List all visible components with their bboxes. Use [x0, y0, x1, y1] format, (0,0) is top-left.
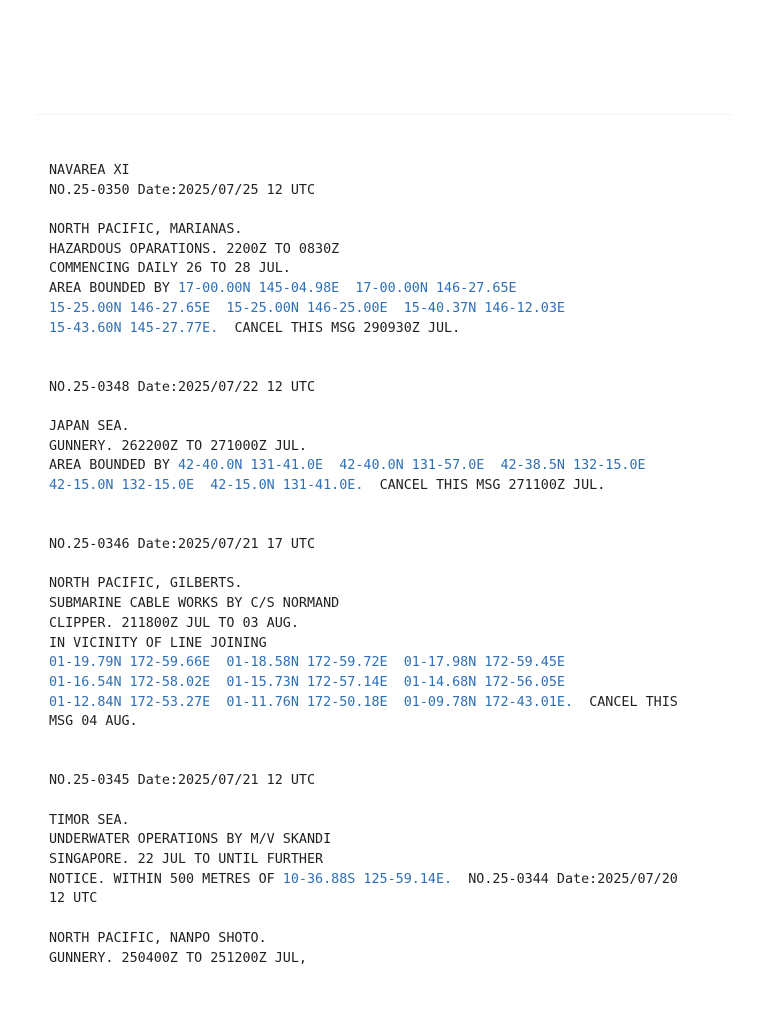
- coordinate-link[interactable]: 15-25.00N 146-27.65E: [49, 300, 211, 316]
- coordinate-link[interactable]: 17-00.00N 146-27.65E: [355, 281, 517, 297]
- message-header: NO.25-0348 Date:2025/07/22 12 UTC: [49, 379, 316, 395]
- message-location: NORTH PACIFIC, GILBERTS.: [49, 576, 243, 592]
- message-text: CLIPPER. 211800Z JUL TO 03 AUG.: [49, 615, 299, 631]
- message-coords-line: [49, 693, 719, 713]
- message-within-line: [49, 870, 719, 890]
- warning-message-0350: [49, 181, 719, 339]
- coordinate-link[interactable]: 10-36.88S 125-59: [282, 871, 412, 887]
- message-area-line: [49, 279, 719, 299]
- header-divider: [36, 114, 732, 115]
- coordinate-link[interactable]: 01-11.76N 172-50.18E: [226, 694, 388, 710]
- message-location: JAPAN SEA.: [49, 418, 130, 434]
- message-text: SUBMARINE CABLE WORKS BY C/S NORMAND: [49, 596, 340, 612]
- message-area-line: [49, 456, 719, 476]
- coordinate-link[interactable]: 01-09.78N 172-43.01E.: [403, 694, 574, 710]
- coordinate-link[interactable]: 01-12.84N 172-53.27E: [49, 694, 211, 710]
- coordinate-link[interactable]: 01-15.73N 172-57.14E: [226, 674, 388, 690]
- coordinate-link[interactable]: 01-17.98N 172-59.45E: [403, 655, 565, 671]
- coordinate-link[interactable]: 01-16.54N 172-58.02E: [49, 674, 211, 690]
- message-coords-line: [49, 476, 719, 496]
- coordinate-link[interactable]: 01-18.58N 172-59.72E: [226, 655, 388, 671]
- message-text: SINGAPORE. 22 JUL TO UNTIL FURTHER: [49, 852, 324, 868]
- navarea-message-list: [49, 161, 719, 968]
- coordinate-link[interactable]: 42-40.0N 131-57.0E: [339, 458, 485, 474]
- message-header: NO.25-0345 Date:2025/07/21 12 UTC: [49, 773, 316, 789]
- message-header: 12 UTC: [49, 891, 98, 907]
- coordinate-link[interactable]: 42-15.0N 131-41.0E.: [210, 478, 364, 494]
- warning-message-0346: [49, 535, 719, 732]
- message-coords-line: [49, 319, 719, 339]
- warning-message-0344: [49, 929, 719, 968]
- coordinate-link[interactable]: .14E.: [411, 871, 453, 887]
- message-header: NO.25-0344 Date:2025/07/20: [468, 871, 678, 887]
- cancel-text: CANCEL THIS MSG 290930Z JUL.: [234, 320, 461, 336]
- coordinate-link[interactable]: 15-25.00N 146-25.00E: [226, 300, 388, 316]
- coordinate-link[interactable]: 42-15.0N 132-15.0E: [49, 478, 195, 494]
- message-coords-line: [49, 299, 719, 319]
- message-coords-line: [49, 653, 719, 673]
- message-header: NO.25-0350 Date:2025/07/25 12 UTC: [49, 182, 316, 198]
- message-location: NORTH PACIFIC, MARIANAS.: [49, 222, 243, 238]
- coordinate-link[interactable]: 17-00.00N 145-04.98E: [178, 281, 340, 297]
- warning-message-0348: [49, 378, 719, 496]
- within-prefix: NOTICE. WITHIN 500 METRES OF: [49, 871, 283, 887]
- cancel-text: CANCEL THIS MSG 271100Z JUL.: [379, 478, 606, 494]
- area-header: NAVAREA XI: [49, 163, 130, 178]
- coordinate-link[interactable]: 01-14.68N 172-56.05E: [403, 674, 565, 690]
- coordinate-link[interactable]: 01-19.79N 172-59.66E: [49, 655, 211, 671]
- message-text: GUNNERY. 262200Z TO 271000Z JUL.: [49, 438, 307, 454]
- warning-message-0345: [49, 771, 719, 909]
- cancel-text: CANCEL THIS: [589, 694, 678, 710]
- message-header: NO.25-0346 Date:2025/07/21 17 UTC: [49, 537, 316, 553]
- cancel-text: MSG 04 AUG.: [49, 714, 138, 730]
- message-text: COMMENCING DAILY 26 TO 28 JUL.: [49, 261, 291, 277]
- message-text: HAZARDOUS OPARATIONS. 2200Z TO 0830Z: [49, 241, 340, 257]
- coordinate-link[interactable]: 15-43.60N 145-27.77E.: [49, 320, 219, 336]
- area-prefix: AREA BOUNDED BY: [49, 281, 178, 297]
- coordinate-link[interactable]: 42-38.5N 132-15.0E: [500, 458, 646, 474]
- message-location: TIMOR SEA.: [49, 812, 130, 828]
- coordinate-link[interactable]: 15-40.37N 146-12.03E: [403, 300, 565, 316]
- message-text: IN VICINITY OF LINE JOINING: [49, 635, 267, 651]
- message-text: UNDERWATER OPERATIONS BY M/V SKANDI: [49, 832, 332, 848]
- message-text: GUNNERY. 250400Z TO 251200Z JUL,: [49, 950, 307, 966]
- coordinate-link[interactable]: 42-40.0N 131-41.0E: [178, 458, 324, 474]
- message-location: NORTH PACIFIC, NANPO SHOTO.: [49, 930, 267, 946]
- message-coords-line: [49, 673, 719, 693]
- area-prefix: AREA BOUNDED BY: [49, 458, 178, 474]
